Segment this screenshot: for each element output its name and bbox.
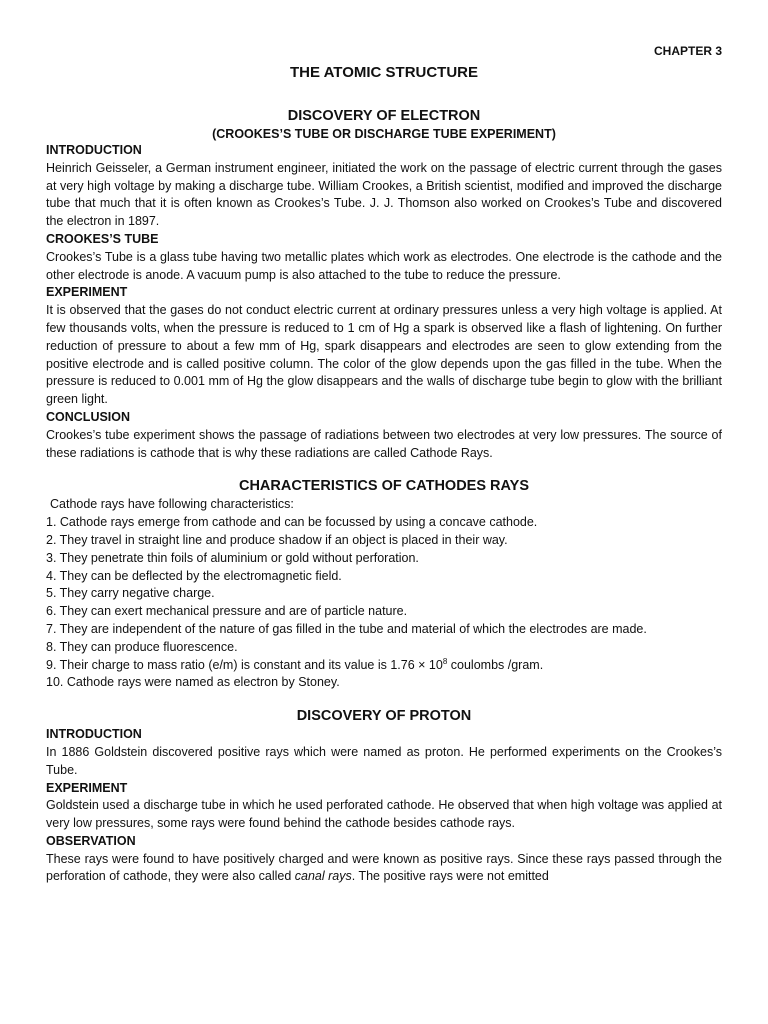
proton-experiment-heading: EXPERIMENT <box>46 780 128 795</box>
electron-experiment-heading: EXPERIMENT <box>46 285 128 300</box>
list-item: 1. Cathode rays emerge from cathode and can be focussed by using a concave cathode. <box>46 515 538 530</box>
document-page <box>46 42 722 886</box>
electron-intro-heading: INTRODUCTION <box>46 143 142 157</box>
cathode-rays-intro: Cathode rays have following characteristics: <box>50 497 294 512</box>
proton-experiment-text: Goldstein used a discharge tube in which he used perforated cathode. He observed that when high voltage was applied at very low pressures, some rays were found behind the cathode besides cathode rays. <box>46 798 722 831</box>
list-item <box>46 657 722 675</box>
section-heading-cathode-rays: CHARACTERISTICS OF CATHODES RAYS <box>238 478 530 495</box>
page-title: THE ATOMIC STRUCTURE <box>289 64 479 81</box>
section-heading-electron: DISCOVERY OF ELECTRON <box>287 108 481 124</box>
observation-text-part: . The positive rays were not emitted <box>351 869 549 884</box>
list-item: 7. They are independent of the nature of gas filled in the tube and material of which the electrodes are made. <box>46 621 647 636</box>
list-item: 8. They can produce fluorescence. <box>46 639 238 654</box>
proton-observation-text <box>46 851 722 887</box>
list-item-text: 9. Their charge to mass ratio (e/m) is constant and its value is 1.76 × 10 <box>46 657 443 672</box>
proton-intro-heading: INTRODUCTION <box>46 727 142 742</box>
list-item: 2. They travel in straight line and produce shadow if an object is placed in their way. <box>46 532 508 547</box>
electron-intro-text: Heinrich Geisseler, a German instrument engineer, initiated the work on the passage of electric current through the gases at very high voltage by making a discharge tube. William Crookes, a British scientist, modified and improved the discharge tube that much that it is often known as Crookes’s Tube. J. J. Thomson also worked on Crookes’s Tube and discovered the electron in 1897. <box>46 160 722 229</box>
crookes-tube-text: Crookes’s Tube is a glass tube having two metallic plates which work as electrodes. One electrode is the cathode and the other electrode is anode. A vacuum pump is also attached to the tube to reduce the pressure. <box>46 249 722 282</box>
section-subheading-electron: (CROOKES’S TUBE OR DISCHARGE TUBE EXPERIMENT) <box>212 127 556 141</box>
list-item: 3. They penetrate thin foils of aluminium or gold without perforation. <box>46 550 419 565</box>
list-item: 10. Cathode rays were named as electron by Stoney. <box>46 675 340 690</box>
chapter-label: CHAPTER 3 <box>653 44 722 58</box>
exponent: 8 <box>442 656 448 666</box>
electron-conclusion-text: Crookes’s tube experiment shows the passage of radiations between two electrodes at very low pressures. The source of these radiations is cathode that is why these radiations are called Cathode Rays. <box>46 427 722 460</box>
section-heading-proton: DISCOVERY OF PROTON <box>296 708 472 725</box>
list-item: 6. They can exert mechanical pressure and are of particle nature. <box>46 604 408 619</box>
list-item: 4. They can be deflected by the electromagnetic field. <box>46 568 342 583</box>
electron-conclusion-heading: CONCLUSION <box>46 409 131 424</box>
proton-intro-text: In 1886 Goldstein discovered positive rays which were named as proton. He performed experiments on the Crookes’s Tube. <box>46 744 722 777</box>
observation-text-part: These rays were found to have positively charged and were known as positive rays. Since these rays passed through the perforation of cathode, they were also called <box>46 851 722 884</box>
electron-experiment-text: It is observed that the gases do not conduct electric current at ordinary pressures unless a very high voltage is applied. At few thousands volts, when the pressure is reduced to 1 cm of Hg a spark is observed like a flash of lightening. On further reduction of pressure to about a few mm of Hg, spark disappears and electrodes are seen to glow extending from the positive electrode and is called positive column. The color of the glow depends upon the gas filled in the tube. When the pressure is reduced to 0.001 mm of Hg the glow disappears and the walls of discharge tube begin to glow with the brilliant green light. <box>46 303 722 407</box>
crookes-tube-heading: CROOKES’S TUBE <box>46 231 159 246</box>
proton-observation-heading: OBSERVATION <box>46 833 136 848</box>
cathode-rays-list <box>46 514 722 692</box>
list-item: 5. They carry negative charge. <box>46 586 215 601</box>
canal-rays-term: canal rays <box>294 869 352 884</box>
list-item-text: coulombs /gram. <box>447 657 544 672</box>
